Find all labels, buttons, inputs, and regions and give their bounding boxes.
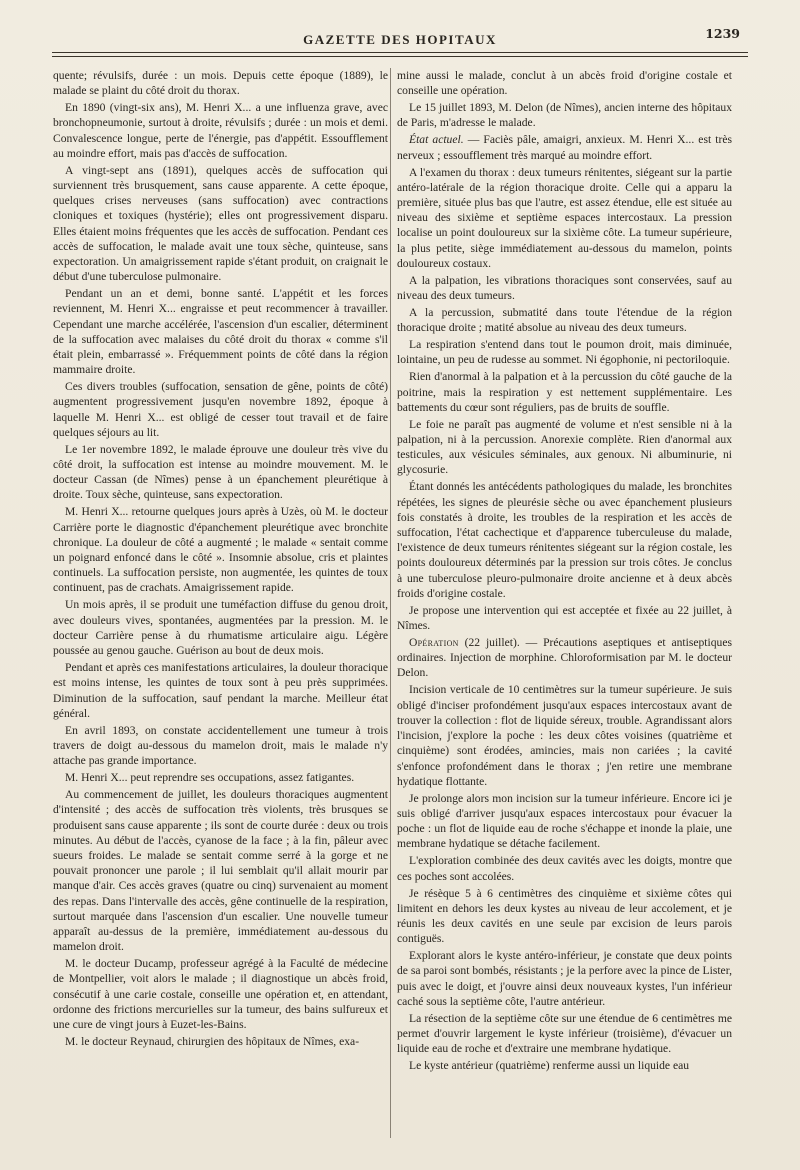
running-title: GAZETTE DES HOPITAUX <box>303 32 497 47</box>
paragraph <box>397 1011 732 1057</box>
paragraph-text: M. Henri X... retourne quelques jours après à Uzès, où M. le docteur Carrière porte le diagnostic d'épanchement pleurétique avec bronchite chronique. La douleur de côté a augmenté ; le malade « sentait comme un poignard enfoncé dans le côté ». Insomnie absolue, cris et plaintes continuels. La suffocation persiste, non augmentée, les quintes de toux continuent, pas de crachats. Amaigrissement rapide. <box>53 505 388 595</box>
paragraph <box>397 635 732 681</box>
paragraph <box>53 442 388 503</box>
paragraph-text: Au commencement de juillet, les douleurs thoraciques augmentent d'intensité ; des accès de suffocation très violents, très brusques se produisent sans cause apparente ; ils sont de courte durée : deux ou trois minutes. Au début de l'accès, cyanose de la face ; à la fin, pâleur avec sueurs froides. Le malade se sentait comme serré à la gorge et ne pouvait prononcer une parole ; il lui semblait qu'il allait mourir par manque d'air. Ces accès graves (quatre ou cinq) survenaient au moment des repas. Dans l'intervalle des accès, gêne continuelle de la respiration, surtout marquée dans l'ascension d'un escalier. Une nouvelle tumeur apparaît au-dessus de la première, immédiatement au-dessous du mamelon droit. <box>53 788 388 954</box>
paragraph-text: mine aussi le malade, conclut à un abcès froid d'origine costale et conseille une opération. <box>397 69 732 98</box>
paragraph <box>53 956 388 1032</box>
paragraph-text: Un mois après, il se produit une tuméfaction diffuse du genou droit, avec douleurs vives, spontanées, augmentées par la pression. M. le docteur Carrière pense à du rhumatisme articulaire aigu. Légère poussée au genou gauche. Guérison au bout de deux mois. <box>53 598 388 658</box>
paragraph <box>53 163 388 285</box>
paragraph-text: Je prolonge alors mon incision sur la tumeur inférieure. Encore ici je suis obligé d'arriver jusqu'aux espaces intercostaux pour évacuer la poche : un flot de liquide eau de roche s'échappe et inonde la plaie, une membrane hydatique se détache facilement. <box>397 791 732 851</box>
page-number: 1239 <box>705 26 740 41</box>
paragraph-text: Le kyste antérieur (quatrième) renferme aussi un liquide eau <box>409 1059 690 1073</box>
paragraph-text: M. le docteur Ducamp, professeur agrégé à la Faculté de médecine de Montpellier, voit alors le malade ; il diagnostique un abcès froid, consécutif à une carie costale, conseille une opération et, en attendant, ordonne des frictions mercurielles sur la tumeur, des bains sulfureux et une cure de vingt jours à Euzet-les-Bains. <box>53 957 388 1031</box>
paragraph <box>397 479 732 601</box>
paragraph <box>53 770 388 785</box>
paragraph-text: A la palpation, les vibrations thoraciques sont conservées, sauf au niveau des deux tumeurs. <box>397 273 732 303</box>
paragraph-text: A la percussion, submatité dans toute l'étendue de la région thoracique droite ; matité absolue au niveau des deux tumeurs. <box>397 306 732 335</box>
paragraph <box>53 286 388 377</box>
header-rule-thin <box>52 56 748 57</box>
paragraph-text: M. le docteur Reynaud, chirurgien des hôpitaux de Nîmes, exa- <box>65 1034 360 1048</box>
paragraph <box>53 504 388 595</box>
paragraph-text: Le 15 juillet 1893, M. Delon (de Nîmes), ancien interne des hôpitaux de Paris, m'adresse le malade. <box>397 101 732 130</box>
paragraph-text: Rien d'anormal à la palpation et à la percussion du côté gauche de la poitrine, mais la respiration y est nettement supplémentaire. Les battements du cœur sont réguliers, pas de bruits de souffle. <box>397 370 732 414</box>
paragraph <box>53 1034 388 1049</box>
paragraph <box>397 273 732 303</box>
paragraph-text: quente; révulsifs, durée : un mois. Depuis cette époque (1889), le malade se plaint du côté droit du thorax. <box>53 69 388 98</box>
paragraph-text: Pendant et après ces manifestations articulaires, la douleur thoracique est moins intense, les quintes de toux sont à peu près supprimées. Diminution de la suffocation, sauf pendant la marche. Meilleur état général. <box>53 661 388 720</box>
paragraph <box>53 597 388 658</box>
paragraph-lead: Opération <box>409 636 459 650</box>
paragraph-text: Le foie ne paraît pas augmenté de volume et n'est sensible ni à la palpation, ni à la percussion. Anorexie complète. Rien d'anormal aux testicules, aux vésicules séminales, aux genoux. Ni albuminurie, ni glycosurie. <box>397 417 732 477</box>
paragraph-text: En avril 1893, on constate accidentellement une tumeur à trois travers de doigt au-dessous du mamelon droit, mais le malade n'y attache pas grande importance. <box>53 723 388 768</box>
paragraph <box>53 379 388 440</box>
paragraph-text: Étant donnés les antécédents pathologiques du malade, les bronchites répétées, les signes de pleurésie sèche ou avec épanchement plusieurs fois constatés à droite, les troubles de la respiration et les accès de suffocation, l'état cachectique et d'apparence tuberculeuse du malade, l'existence de deux tumeurs rénitentes siégeant sur la région costale, les points douloureux déterminés par la pression sur trois côtes. Je conclus à une tuberculose pleuro-pulmonaire droite ancienne et à deux abcès froids d'origine costale. <box>397 480 732 600</box>
paragraph-text: La respiration s'entend dans tout le poumon droit, mais diminuée, lointaine, un peu de rudesse au sommet. Ni égophonie, ni pectoriloquie. <box>397 338 732 367</box>
left-column <box>53 68 388 1051</box>
paragraph <box>397 337 732 367</box>
paragraph <box>53 660 388 721</box>
paragraph <box>397 886 732 947</box>
paragraph-text: Le 1er novembre 1892, le malade éprouve une douleur très vive du côté droit, la suffocation est intense au moindre mouvement. M. le docteur Cassan (de Nîmes) pense à un épanchement pleurétique à droite. Toux sèche, quinteuse, sans expectoration. <box>53 442 388 502</box>
paragraph <box>397 100 732 130</box>
paragraph <box>397 369 732 415</box>
paragraph <box>53 100 388 161</box>
page-header <box>0 26 800 50</box>
paragraph <box>397 791 732 852</box>
paragraph-text: (22 juillet). — Précautions aseptiques et antiseptiques ordinaires. Injection de morphine. Chloroformisation par M. le docteur Delon. <box>397 636 732 680</box>
paragraph <box>397 853 732 883</box>
paragraph <box>397 165 732 271</box>
paragraph-text: En 1890 (vingt-six ans), M. Henri X... a une influenza grave, avec bronchopneumonie, surtout à droite, révulsifs ; durée : un mois et demi. Convalescence longue, perte de l'énergie, pas d'appétit. Essoufflement au moindre effort, mais pas d'accès de suffocation. <box>53 101 388 160</box>
paragraph <box>53 68 388 98</box>
paragraph-text: A vingt-sept ans (1891), quelques accès de suffocation qui surviennent très brusquement, sans cause apparente. A cette époque, quelques crises nerveuses (sans suffocation) avec contractions cloniques et toxiques (hystérie); elles ont progressivement disparu. Elles étaient moins fréquentes que les accès de suffocation. Pendant ces accès de suffocation, le malade avait une toux sèche, quinteuse, sans expectoration. Un amaigrissement rapide s'étant produit, on craignait le début d'une tuberculose pulmonaire. <box>53 163 388 284</box>
column-divider <box>390 68 391 1138</box>
paragraph <box>397 682 732 788</box>
paragraph <box>397 948 732 1009</box>
paragraph-text: A l'examen du thorax : deux tumeurs rénitentes, siégeant sur la partie antéro-latérale de la région thoracique droite. Celle qui a apparu la première, située plus bas que l'autre, est assez étendue, elle est située au niveau des sixième et septième espaces intercostaux. La pression localise un point douloureux sur la sixième côte. La tumeur supérieure, la plus petite, siège immédiatement au-dessous du mamelon, points douloureux costaux. <box>397 165 732 270</box>
paragraph-text: Je propose une intervention qui est acceptée et fixée au 22 juillet, à Nîmes. <box>397 603 732 633</box>
paragraph-text: M. Henri X... peut reprendre ses occupations, assez fatigantes. <box>65 771 355 785</box>
paragraph-text: Ces divers troubles (suffocation, sensation de gêne, points de côté) augmentent progressivement jusqu'en novembre 1892, époque à laquelle M. Henri X... est obligé de cesser tout travail et de faire quelques séjours au lit. <box>53 380 388 439</box>
paragraph <box>397 132 732 162</box>
paragraph <box>53 787 388 954</box>
right-column <box>397 68 732 1075</box>
paragraph-text: Incision verticale de 10 centimètres sur la tumeur supérieure. Je suis obligé d'inciser profondément jusqu'aux espaces intercostaux avant de trouver la collection : flot de liquide séreux, trouble. Agrandissant alors l'incision, j'explore la poche : les deux côtes voisines (quatrième et cinquième) sont érodées, amincies, mais non cariées ; la cavité s'enfonce profondément dans le thorax ; j'en retire une membrane hydatique flottante. <box>397 683 732 788</box>
paragraph-text: Pendant un an et demi, bonne santé. L'appétit et les forces reviennent, M. Henri X... engraisse et peut recommencer à travailler. Cependant une marche accélérée, l'ascension d'un escalier, déterminent de la suffocation avec malaises du côté droit du thorax « comme s'il était plein, embarrassé ». Fréquemment points de côté dans la région mammaire droite. <box>53 287 388 377</box>
paragraph-text: La résection de la septième côte sur une étendue de 6 centimètres me permet d'ouvrir largement le kyste inférieur (troisième), d'évacuer un liquide eau de roche et d'extraire une membrane hydatique. <box>397 1011 732 1056</box>
paragraph-text: — Faciès pâle, amaigri, anxieux. M. Henri X... est très nerveux ; essoufflement très marqué au moindre effort. <box>397 133 732 162</box>
paragraph-text: Je résèque 5 à 6 centimètres des cinquième et sixième côtes qui limitent en dehors les deux kystes au niveau de leur accolement, et je réunis les deux cavités en une seule par excision de leurs parois contiguës. <box>397 886 732 946</box>
paragraph <box>53 723 388 769</box>
paragraph <box>397 417 732 478</box>
paragraph <box>397 1058 732 1073</box>
paragraph-lead: État actuel. <box>409 133 464 147</box>
paragraph <box>397 68 732 98</box>
paragraph-text: L'exploration combinée des deux cavités avec les doigts, montre que ces poches sont accolées. <box>397 854 732 883</box>
paragraph-text: Explorant alors le kyste antéro-inférieur, je constate que deux points de sa paroi sont bombés, résistants ; je la perfore avec la pince de Lister, puis avec le doigt, et j'ouvre ainsi deux nouveaux kystes, l'un inférieur caché sous la septième côte, l'autre antérieur. <box>397 949 732 1008</box>
header-rule <box>52 52 748 53</box>
paragraph <box>397 603 732 633</box>
paragraph <box>397 305 732 335</box>
